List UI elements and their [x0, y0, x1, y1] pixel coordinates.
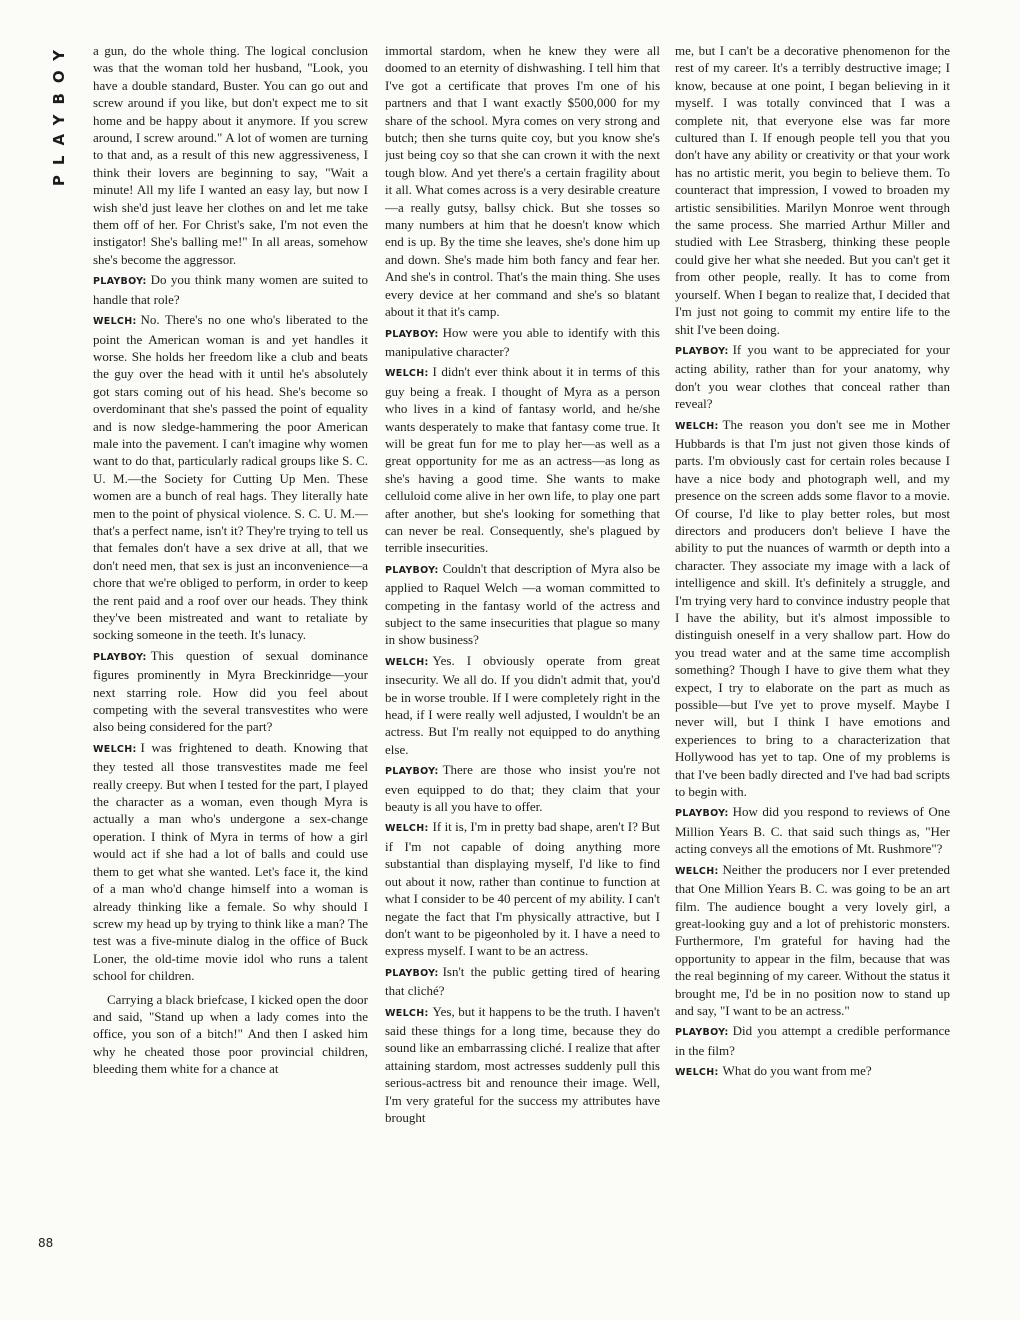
column-1	[93, 42, 368, 1262]
paragraph	[675, 861, 950, 1020]
paragraph	[93, 647, 368, 736]
speaker-label: WELCH:	[675, 420, 719, 432]
paragraph-text: Carrying a black briefcase, I kicked open the door and said, "Stand up when a lady comes into the office, you son of a bitch!" And then I asked him why he cheated those poor provincial children, bleeding them white for a chance at	[93, 991, 368, 1077]
paragraph-text: Couldn't that description of Myra also be applied to Raquel Welch —a woman committed to competing in the fantasy world of the actress and subject to the same insecurities that plague so many in show business?	[385, 560, 660, 648]
paragraph	[385, 818, 660, 959]
page-number: 88	[38, 1236, 54, 1250]
speaker-label: WELCH:	[675, 1067, 719, 1079]
speaker-label: PLAYBOY:	[385, 766, 439, 778]
paragraph	[675, 803, 950, 857]
speaker-label: PLAYBOY:	[385, 564, 439, 576]
speaker-label: WELCH:	[675, 865, 719, 877]
paragraph-text: Yes. I obviously operate from great insecurity. We all do. If you didn't admit that, you'd be in worse trouble. If I were completely right in the head, if I were really well adjusted, I wouldn't be an actress. But I'm really not equipped to do anything else.	[385, 652, 660, 757]
speaker-label: PLAYBOY:	[93, 276, 147, 288]
paragraph-text: Do you think many women are suited to handle that role?	[93, 272, 368, 307]
paragraph	[385, 652, 660, 758]
paragraph-text: Yes, but it happens to be the truth. I haven't said these things for a long time, because they do sound like an embarrassing cliché. I realize that after attaining stardom, most actresses suddenly pull this serious-actress bit and renounce their image. Well, I'm very grateful for the success my attributes have brought	[385, 1003, 660, 1125]
speaker-label: WELCH:	[385, 656, 429, 668]
paragraph	[675, 416, 950, 801]
paragraph-text: If it is, I'm in pretty bad shape, aren't I? But if I'm not capable of doing anything more substantial than displaying myself, I'd like to find out about it now, rather than continue to function at what I consider to be 40 percent of my ability. I can't negate the fact that I'm physically attractive, but I don't want to be pigeonholed by it. I have a need to express myself. I want to be an actress.	[385, 819, 660, 959]
paragraph	[93, 991, 368, 1078]
speaker-label: PLAYBOY:	[675, 1027, 729, 1039]
paragraph-text: This question of sexual dominance figures prominently in Myra Breckinridge—your next starring role. How did you feel about competing with the several transvestites who were also being considered for the part?	[93, 647, 368, 735]
paragraph	[675, 1062, 950, 1081]
paragraph-text: Neither the producers nor I ever pretended that One Million Years B. C. was going to be an art film. The audience bought a very lovely girl, a great-looking guy and a lot of prehistoric monsters. Furthermore, I'm grateful for having had the opportunity to appear in the film, because that was the real beginning of my career. Without the status it brought me, I'd be in no position now to stand up and say, "I want to be an actress."	[675, 861, 950, 1018]
speaker-label: PLAYBOY:	[93, 651, 147, 663]
paragraph-text: immortal stardom, when he knew they were all doomed to an eternity of dishwashing. I tell him that I've got a certificate that proves I'm one of his partners and that I want exactly $500,000 for my share of the school. Myra comes on very strong and butch; then she turns quite coy, but you know she's just being coy so that she can crown it with the next tough blow. And yet there's a certain fragility about it all. What comes across is a very desirable creature—a really gutsy, ballsy chick. But she tosses so many numbers at him that he doesn't know which end is up. By the time she leaves, she's done him up and down. She's made him both fancy and fear her. And she's in control. That's the main thing. She uses every device at her command and she's so blatant about it that it's camp.	[385, 43, 660, 320]
speaker-label: PLAYBOY:	[675, 345, 729, 357]
speaker-label: WELCH:	[385, 1007, 429, 1019]
column-3	[675, 42, 950, 1262]
paragraph	[385, 963, 660, 1000]
paragraph	[93, 739, 368, 985]
paragraph-text: If you want to be appreciated for your acting ability, rather than for your anatomy, why don't you wear clothes that conceal rather than reveal?	[675, 341, 950, 412]
paragraph	[93, 311, 368, 644]
paragraph-text: a gun, do the whole thing. The logical conclusion was that the woman told her husband, "Look, you have a double standard, Buster. You can go out and screw around if you like, but don't expect me to sit home and be happy about it anymore. If you screw around, I screw around." A lot of women are turning to that and, as a result of this new aggressiveness, I think their lovers are beginning to say, "Wait a minute! All my life I wanted an easy lay, but now I wish she'd just leave her clothes on and let me take them off of her. For Christ's sake, I'm not even the instigator! She's balling me!" In all areas, somehow she's become the aggressor.	[93, 43, 368, 267]
speaker-label: WELCH:	[93, 316, 137, 328]
speaker-label: WELCH:	[93, 743, 137, 755]
paragraph	[675, 42, 950, 338]
speaker-label: WELCH:	[385, 368, 429, 380]
paragraph-text: There are those who insist you're not even equipped to do that; they claim that your beauty is all you have to offer.	[385, 762, 660, 815]
speaker-label: PLAYBOY:	[675, 808, 729, 820]
paragraph-text: Did you attempt a credible performance in the film?	[675, 1023, 950, 1058]
paragraph-text: How did you respond to reviews of One Million Years B. C. that said such things as, "Her acting conveys all the emotions of Mt. Rushmore"?	[675, 804, 950, 857]
paragraph-text: What do you want from me?	[722, 1063, 872, 1079]
paragraph	[385, 1003, 660, 1127]
paragraph-text: I was frightened to death. Knowing that they tested all those transvestites made me feel really creepy. But when I tested for the part, I played the character as a woman, even though Myra is actually a man who's undergone a sex-change operation. I think of Myra in terms of how a girl would act if she had a lot of balls and could use them to get what she wanted. Let's face it, the kind of a man who'd change himself into a woman is already thinking like a female. So why should I screw my head up by trying to think like a man? The test was a five-minute dialog in the office of Buck Loner, the old-time movie idol who runs a talent school for children.	[93, 739, 368, 984]
speaker-label: PLAYBOY:	[385, 967, 439, 979]
paragraph	[385, 761, 660, 815]
speaker-label: PLAYBOY:	[385, 328, 439, 340]
speaker-label: WELCH:	[385, 823, 429, 835]
paragraph	[93, 271, 368, 308]
column-2	[385, 42, 660, 1262]
paragraph	[385, 324, 660, 361]
paragraph-text: No. There's no one who's liberated to the point the American woman is and yet handles it worse. She holds her freedom like a club and beats the guy over the head with it until he's absolutely got stars coming out of his head. She's become so overdominant that she's passed the point of equality and is now sledge-hammering the poor American male into the pavement. I can't imagine why women want to do that, particularly radical groups like S. C. U. M.—the Society for Cutting Up Men. These women are a bunch of real hags. They literally hate men to the point of physical violence. S. C. U. M.—that's a perfect name, isn't it? They're trying to tell us that females don't have a sex drive at all, that we don't need men, that sex is just an inconvenience—a chore that we're obliged to perform, in order to keep the rent paid and a roof over our heads. They think they've been mistreated and want to retaliate by socking someone in the teeth. It's lunacy.	[93, 312, 368, 643]
masthead-logo: PLAYBOY	[50, 40, 68, 187]
paragraph	[93, 42, 368, 268]
paragraph	[385, 560, 660, 649]
paragraph-text: I didn't ever think about it in terms of this guy being a freak. I thought of Myra as a person who lives in a kind of fantasy world, and he/she wants desperately to make that fantasy come true. It will be great fun for me to play her—as well as a great opportunity for me as an actress—as long as she's having a good time. She wants to make celluloid come alive in her own life, to play one part after another, but she's looking for something that can never be real. Consequently, she's plagued by terrible insecurities.	[385, 364, 660, 556]
paragraph	[675, 341, 950, 413]
paragraph	[675, 1022, 950, 1059]
paragraph-text: The reason you don't see me in Mother Hubbards is that I'm just not given those kinds of parts. I'm obviously cast for certain roles because I have a nice body and photograph well, and my presence on the screen adds some flavor to a movie. Of course, I'd like to play better roles, but most directors and producers don't believe I have the ability to put the nuances of warmth or depth into a character. They associate my image with a lack of intelligence and skill. It's definitely a struggle, and I'm trying very hard to convince industry people that I have the ability, but it's almost impossible to distinguish oneself in a very shallow part. How do you tread water and at the same time accomplish something? Though I have to give them what they expect, I try to elaborate on the part as much as possible—but I've yet to prove myself. Maybe I never will, but I think I have emotions and experiences to bring to a characterization that Hollywood has yet to tap. One of my problems is that I've been badly directed and I've had bad scripts to begin with.	[675, 416, 950, 800]
paragraph-text: Isn't the public getting tired of hearing that cliché?	[385, 963, 660, 999]
paragraph	[385, 363, 660, 556]
paragraph	[385, 42, 660, 321]
paragraph-text: me, but I can't be a decorative phenomenon for the rest of my career. It's a terribly destructive image; I know, because at one point, I began believing in it myself. I was totally convinced that I was a complete nit, that everyone else was far more cultured than I. If enough people tell you that you don't have any ability or creativity or that your work has no artistic merit, you begin to believe them. To counteract that impression, I vowed to broaden my artistic sensibilities. Marilyn Monroe went through the same process. She married Arthur Miller and studied with Lee Strasberg, thinking these people could give her what she needed. But you can't get it from other people, really. It has to come from yourself. When I began to realize that, I decided that I'm just not going to commit my entire life to the shit I've been doing.	[675, 43, 950, 337]
paragraph-text: How were you able to identify with this manipulative character?	[385, 324, 660, 359]
